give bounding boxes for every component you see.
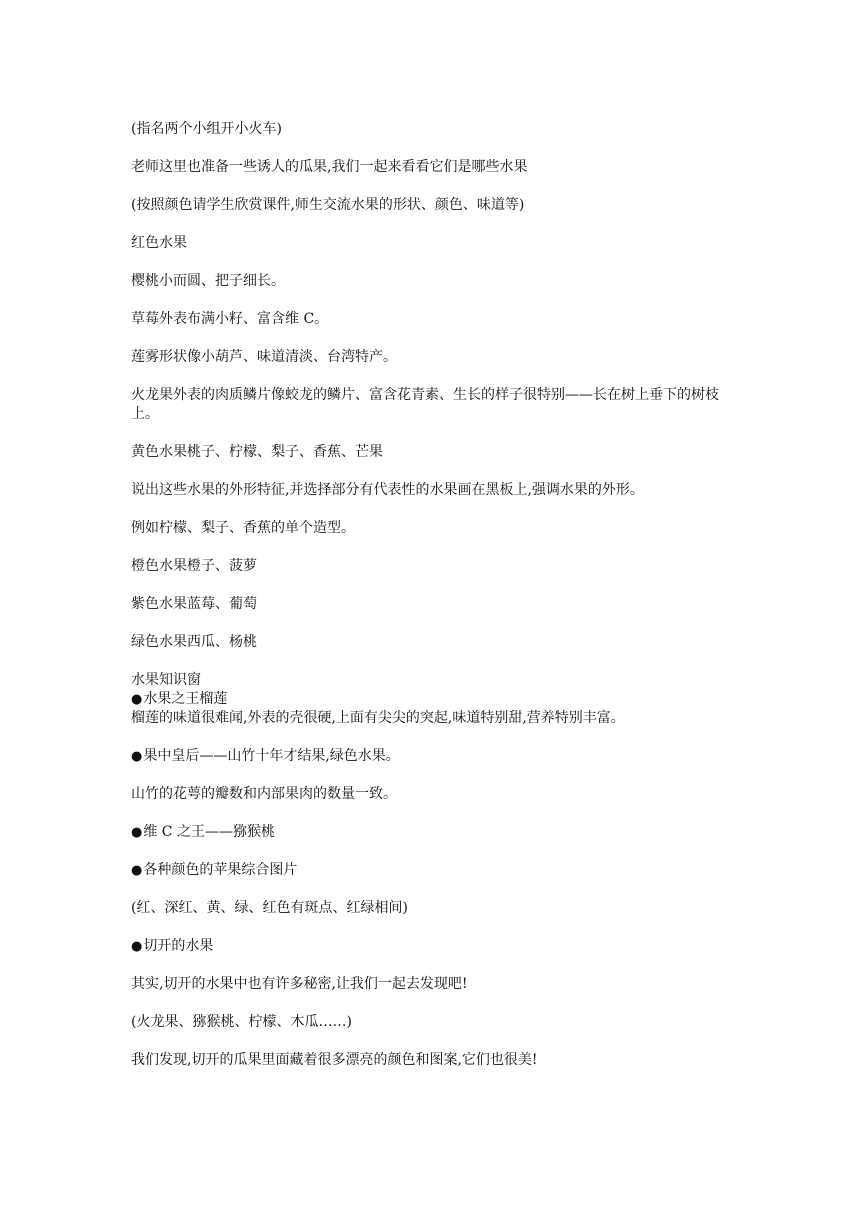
bullet-icon: ● [131,692,143,707]
bullet-item [131,937,731,956]
bullet-icon: ● [131,749,143,764]
paragraph: 火龙果外表的肉质鳞片像蛟龙的鳞片、富含花青素、生长的样子很特别——长在树上垂下的树枝上。 [131,387,719,422]
bullet-text: 各种颜色的苹果综合图片 [143,862,298,878]
paragraph: 紫色水果蓝莓、葡萄 [131,596,257,612]
paragraph: 黄色水果桃子、柠檬、梨子、香蕉、芒果 [131,444,383,460]
bullet-item [131,747,731,766]
bullet-text: 水果之王榴莲 [143,691,228,707]
paragraph: 草莓外表布满小籽、富含维 C。 [131,311,329,327]
section-heading-red-fruit: 红色水果 [131,235,187,251]
paragraph: 莲雾形状像小葫芦、味道清淡、台湾特产。 [131,349,397,365]
bullet-text: 果中皇后——山竹十年才结果,绿色水果。 [143,748,400,764]
paragraph: 橙色水果橙子、菠萝 [131,558,257,574]
bullet-icon: ● [131,939,143,954]
paragraph: 山竹的花萼的瓣数和内部果肉的数量一致。 [131,786,397,802]
paragraph: (红、深红、黄、绿、红色有斑点、红绿相间) [131,900,408,916]
paragraph: 例如柠檬、梨子、香蕉的单个造型。 [131,520,355,536]
bullet-text: 维 C 之王——猕猴桃 [143,824,275,840]
paragraph: 我们发现,切开的瓜果里面藏着很多漂亮的颜色和图案,它们也很美! [131,1052,538,1068]
bullet-icon: ● [131,825,143,840]
paragraph: (按照颜色请学生欣赏课件,师生交流水果的形状、颜色、味道等) [131,197,525,213]
bullet-icon: ● [131,863,143,878]
paragraph: 说出这些水果的外形特征,并选择部分有代表性的水果画在黑板上,强调水果的外形。 [131,482,644,498]
paragraph: 榴莲的味道很难闻,外表的壳很硬,上面有尖尖的突起,味道特别甜,营养特别丰富。 [131,710,625,726]
paragraph: 老师这里也准备一些诱人的瓜果,我们一起来看看它们是哪些水果 [131,159,528,175]
document-body [131,120,731,1089]
bullet-item [131,690,731,709]
bullet-text: 切开的水果 [143,938,214,954]
section-heading-fruit-knowledge: 水果知识窗 [131,672,201,688]
paragraph: 绿色水果西瓜、杨桃 [131,634,257,650]
paragraph: (指名两个小组开小火车) [131,121,282,137]
bullet-item [131,861,731,880]
paragraph: 樱桃小而圆、把子细长。 [131,273,285,289]
paragraph: 其实,切开的水果中也有许多秘密,让我们一起去发现吧! [131,976,468,992]
bullet-item [131,823,731,842]
paragraph: (火龙果、猕猴桃、柠檬、木瓜……) [131,1014,352,1030]
